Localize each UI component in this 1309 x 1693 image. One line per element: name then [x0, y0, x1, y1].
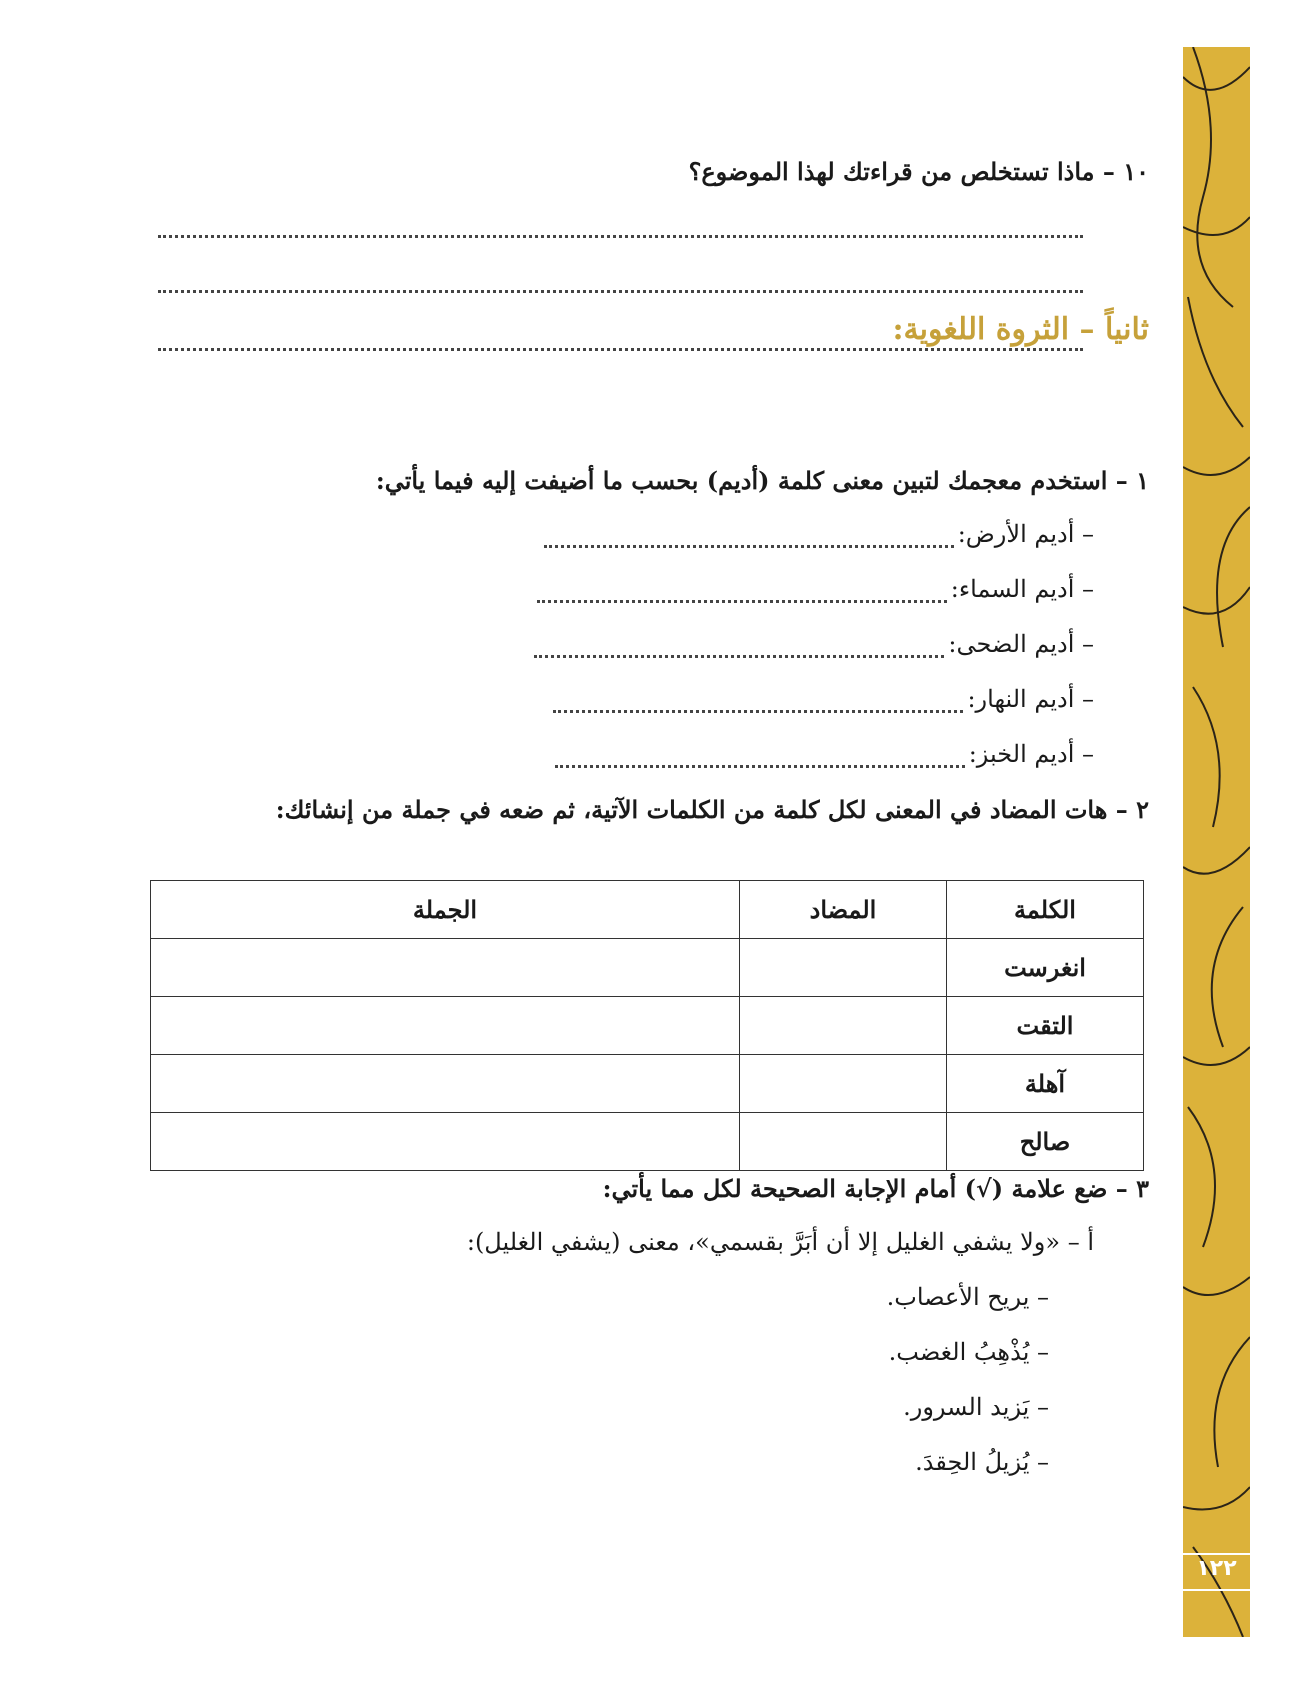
choice-option[interactable]: – يُذْهِبُ الغضب.	[888, 1338, 1049, 1366]
answer-line[interactable]	[158, 348, 1083, 351]
question-2: ٢ – هات المضاد في المعنى لكل كلمة من الكلمات الآتية، ثم ضعه في جملة من إنشائك:	[275, 795, 1149, 824]
header-opposite: المضاد	[740, 881, 947, 939]
question-3a: أ – «ولا يشفي الغليل إلا أن أبَرَّ بقسمي»، معنى (يشفي الغليل):	[466, 1228, 1094, 1256]
definition-label: – أديم السماء:	[950, 575, 1094, 603]
opposite-cell[interactable]	[740, 939, 947, 997]
word-cell: التقت	[947, 997, 1144, 1055]
definition-item	[534, 630, 1094, 658]
question-1: ١ – استخدم معجمك لتبين معنى كلمة (أديم) بحسب ما أضيفت إليه فيما يأتي:	[375, 466, 1149, 495]
definition-label: – أديم النهار:	[967, 685, 1094, 713]
sentence-cell[interactable]	[151, 1055, 740, 1113]
choice-option[interactable]: – يريح الأعصاب.	[886, 1283, 1049, 1311]
opposite-cell[interactable]	[740, 1113, 947, 1171]
definition-item	[544, 520, 1094, 548]
page-number: ١٢٢	[1196, 1556, 1237, 1581]
answer-line[interactable]	[555, 747, 965, 768]
definition-item	[553, 685, 1094, 713]
definition-item	[537, 575, 1094, 603]
definition-item	[555, 740, 1094, 768]
band-pattern	[1183, 47, 1250, 1637]
sentence-cell[interactable]	[151, 1113, 740, 1171]
answer-line[interactable]	[158, 235, 1083, 238]
table-row	[151, 1113, 1144, 1171]
sentence-cell[interactable]	[151, 997, 740, 1055]
opposite-cell[interactable]	[740, 997, 947, 1055]
section-heading: ثانياً – الثروة اللغوية:	[892, 312, 1149, 347]
question-3: ٣ – ضع علامة (√) أمام الإجابة الصحيحة لكل مما يأتي:	[602, 1174, 1149, 1203]
table-row	[151, 939, 1144, 997]
sentence-cell[interactable]	[151, 939, 740, 997]
header-sentence: الجملة	[151, 881, 740, 939]
definition-label: – أديم الضحى:	[948, 630, 1094, 658]
word-cell: صالح	[947, 1113, 1144, 1171]
choice-option[interactable]: – يَزيد السرور.	[903, 1393, 1049, 1421]
answer-line[interactable]	[553, 692, 963, 713]
answer-line[interactable]	[537, 582, 947, 603]
table-row	[151, 997, 1144, 1055]
question-10: ١٠ – ماذا تستخلص من قراءتك لهذا الموضوع؟	[688, 157, 1149, 186]
header-word: الكلمة	[947, 881, 1144, 939]
decorative-band	[1183, 47, 1250, 1637]
answer-line[interactable]	[158, 290, 1083, 293]
choice-option[interactable]: – يُزيلُ الحِقدَ.	[915, 1448, 1049, 1476]
definition-label: – أديم الخبز:	[968, 740, 1094, 768]
answer-line[interactable]	[534, 637, 944, 658]
antonyms-table	[150, 880, 1144, 1171]
word-cell: آهلة	[947, 1055, 1144, 1113]
table-header-row	[151, 881, 1144, 939]
definition-label: – أديم الأرض:	[957, 520, 1094, 548]
answer-line[interactable]	[544, 527, 954, 548]
opposite-cell[interactable]	[740, 1055, 947, 1113]
table-row	[151, 1055, 1144, 1113]
word-cell: انغرست	[947, 939, 1144, 997]
